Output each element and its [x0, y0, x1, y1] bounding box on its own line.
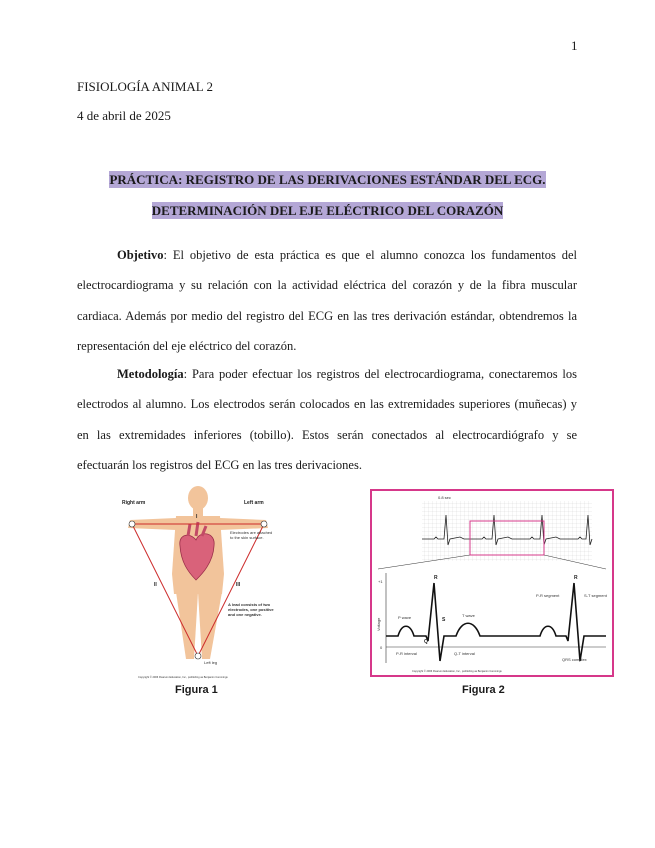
methodology-label: Metodología [117, 366, 184, 381]
lead-note-text: A lead consists of two electrodes, one positive and one negative. [228, 602, 274, 617]
lead-iii-label: III [236, 582, 241, 588]
pr-interval-label: P-R interval [396, 651, 417, 656]
objective-paragraph [77, 240, 577, 362]
lead-i-label: I [196, 514, 198, 520]
practice-title-line-2 [0, 203, 655, 219]
figure-1-caption: Figura 1 [175, 684, 218, 696]
t-wave-label: T wave [462, 613, 475, 618]
left-arm-label: Left arm [244, 500, 264, 506]
voltage-label: Voltage [376, 617, 381, 631]
title-highlight-2: DETERMINACIÓN DEL EJE ELÉCTRICO DEL CORAZÓN [151, 203, 504, 218]
title-highlight-1: PRÁCTICA: REGISTRO DE LAS DERIVACIONES ESTÁNDAR DEL ECG. [109, 172, 546, 187]
plus-one-label: +1 [378, 579, 383, 584]
electrodes-note-text: Electrodes are attached to the skin surface. [230, 530, 273, 540]
time-scale-label: 0.8 sec [438, 495, 451, 500]
lead-note [228, 602, 276, 628]
st-segment-label: S-T segment [584, 593, 607, 598]
pr-segment-label: P-R segment [536, 593, 560, 598]
r-label-2: R [574, 575, 578, 581]
r-label: R [434, 575, 438, 581]
electrodes-note [230, 530, 276, 554]
zero-label: 0 [380, 645, 383, 650]
methodology-text: : Para poder efectuar los registros del electrocardiograma, conectaremos los electrodos al alumno. Los electrodos serán colocados en las extremidades superiores (muñecas) y en las extremidades inferiores (tobillo). Estos serán conectados al electrocardiógrafo y se efectuarán los registros del ECG en las tres derivaciones. [77, 366, 577, 472]
document-date: 4 de abril de 2025 [77, 108, 171, 123]
qt-interval-label: Q-T interval [454, 651, 475, 656]
s-label: S [442, 617, 446, 623]
practice-title-line-1 [0, 172, 655, 188]
ecg-svg [372, 491, 612, 675]
figure-2-ecg-diagram [370, 489, 614, 677]
qrs-complex-label: QRS complex [562, 657, 587, 662]
lead-ii-label: II [154, 582, 157, 588]
ecg-strip-grid [422, 501, 592, 561]
course-name: FISIOLOGÍA ANIMAL 2 [77, 79, 214, 94]
page-number: 1 [571, 38, 578, 53]
p-wave-label: P wave [398, 615, 412, 620]
ecg-detail-trace [386, 583, 606, 661]
right-arm-label: Right arm [122, 500, 146, 506]
figure-2-caption: Figura 2 [462, 684, 505, 696]
objective-label: Objetivo [117, 247, 164, 262]
figure-2-copyright: Copyright © 2006 Pearson Education, Inc., publishing as Benjamin Cummings [412, 670, 502, 673]
left-leg-label: Left leg [204, 660, 218, 665]
q-label: Q [424, 639, 428, 645]
figure-1-einthoven-diagram [118, 484, 278, 682]
figure-1-copyright: Copyright © 2006 Pearson Education, Inc., publishing as Benjamin Cummings [138, 676, 228, 679]
methodology-paragraph [77, 359, 577, 481]
objective-text: : El objetivo de esta práctica es que el alumno conozca los fundamentos del electrocardiograma y su relación con la actividad eléctrica del corazón y de la fibra muscular cardiaca. Además por medio del registro del ECG en las tres derivación estándar, obtendremos la representación del eje eléctrico del corazón. [77, 247, 577, 353]
